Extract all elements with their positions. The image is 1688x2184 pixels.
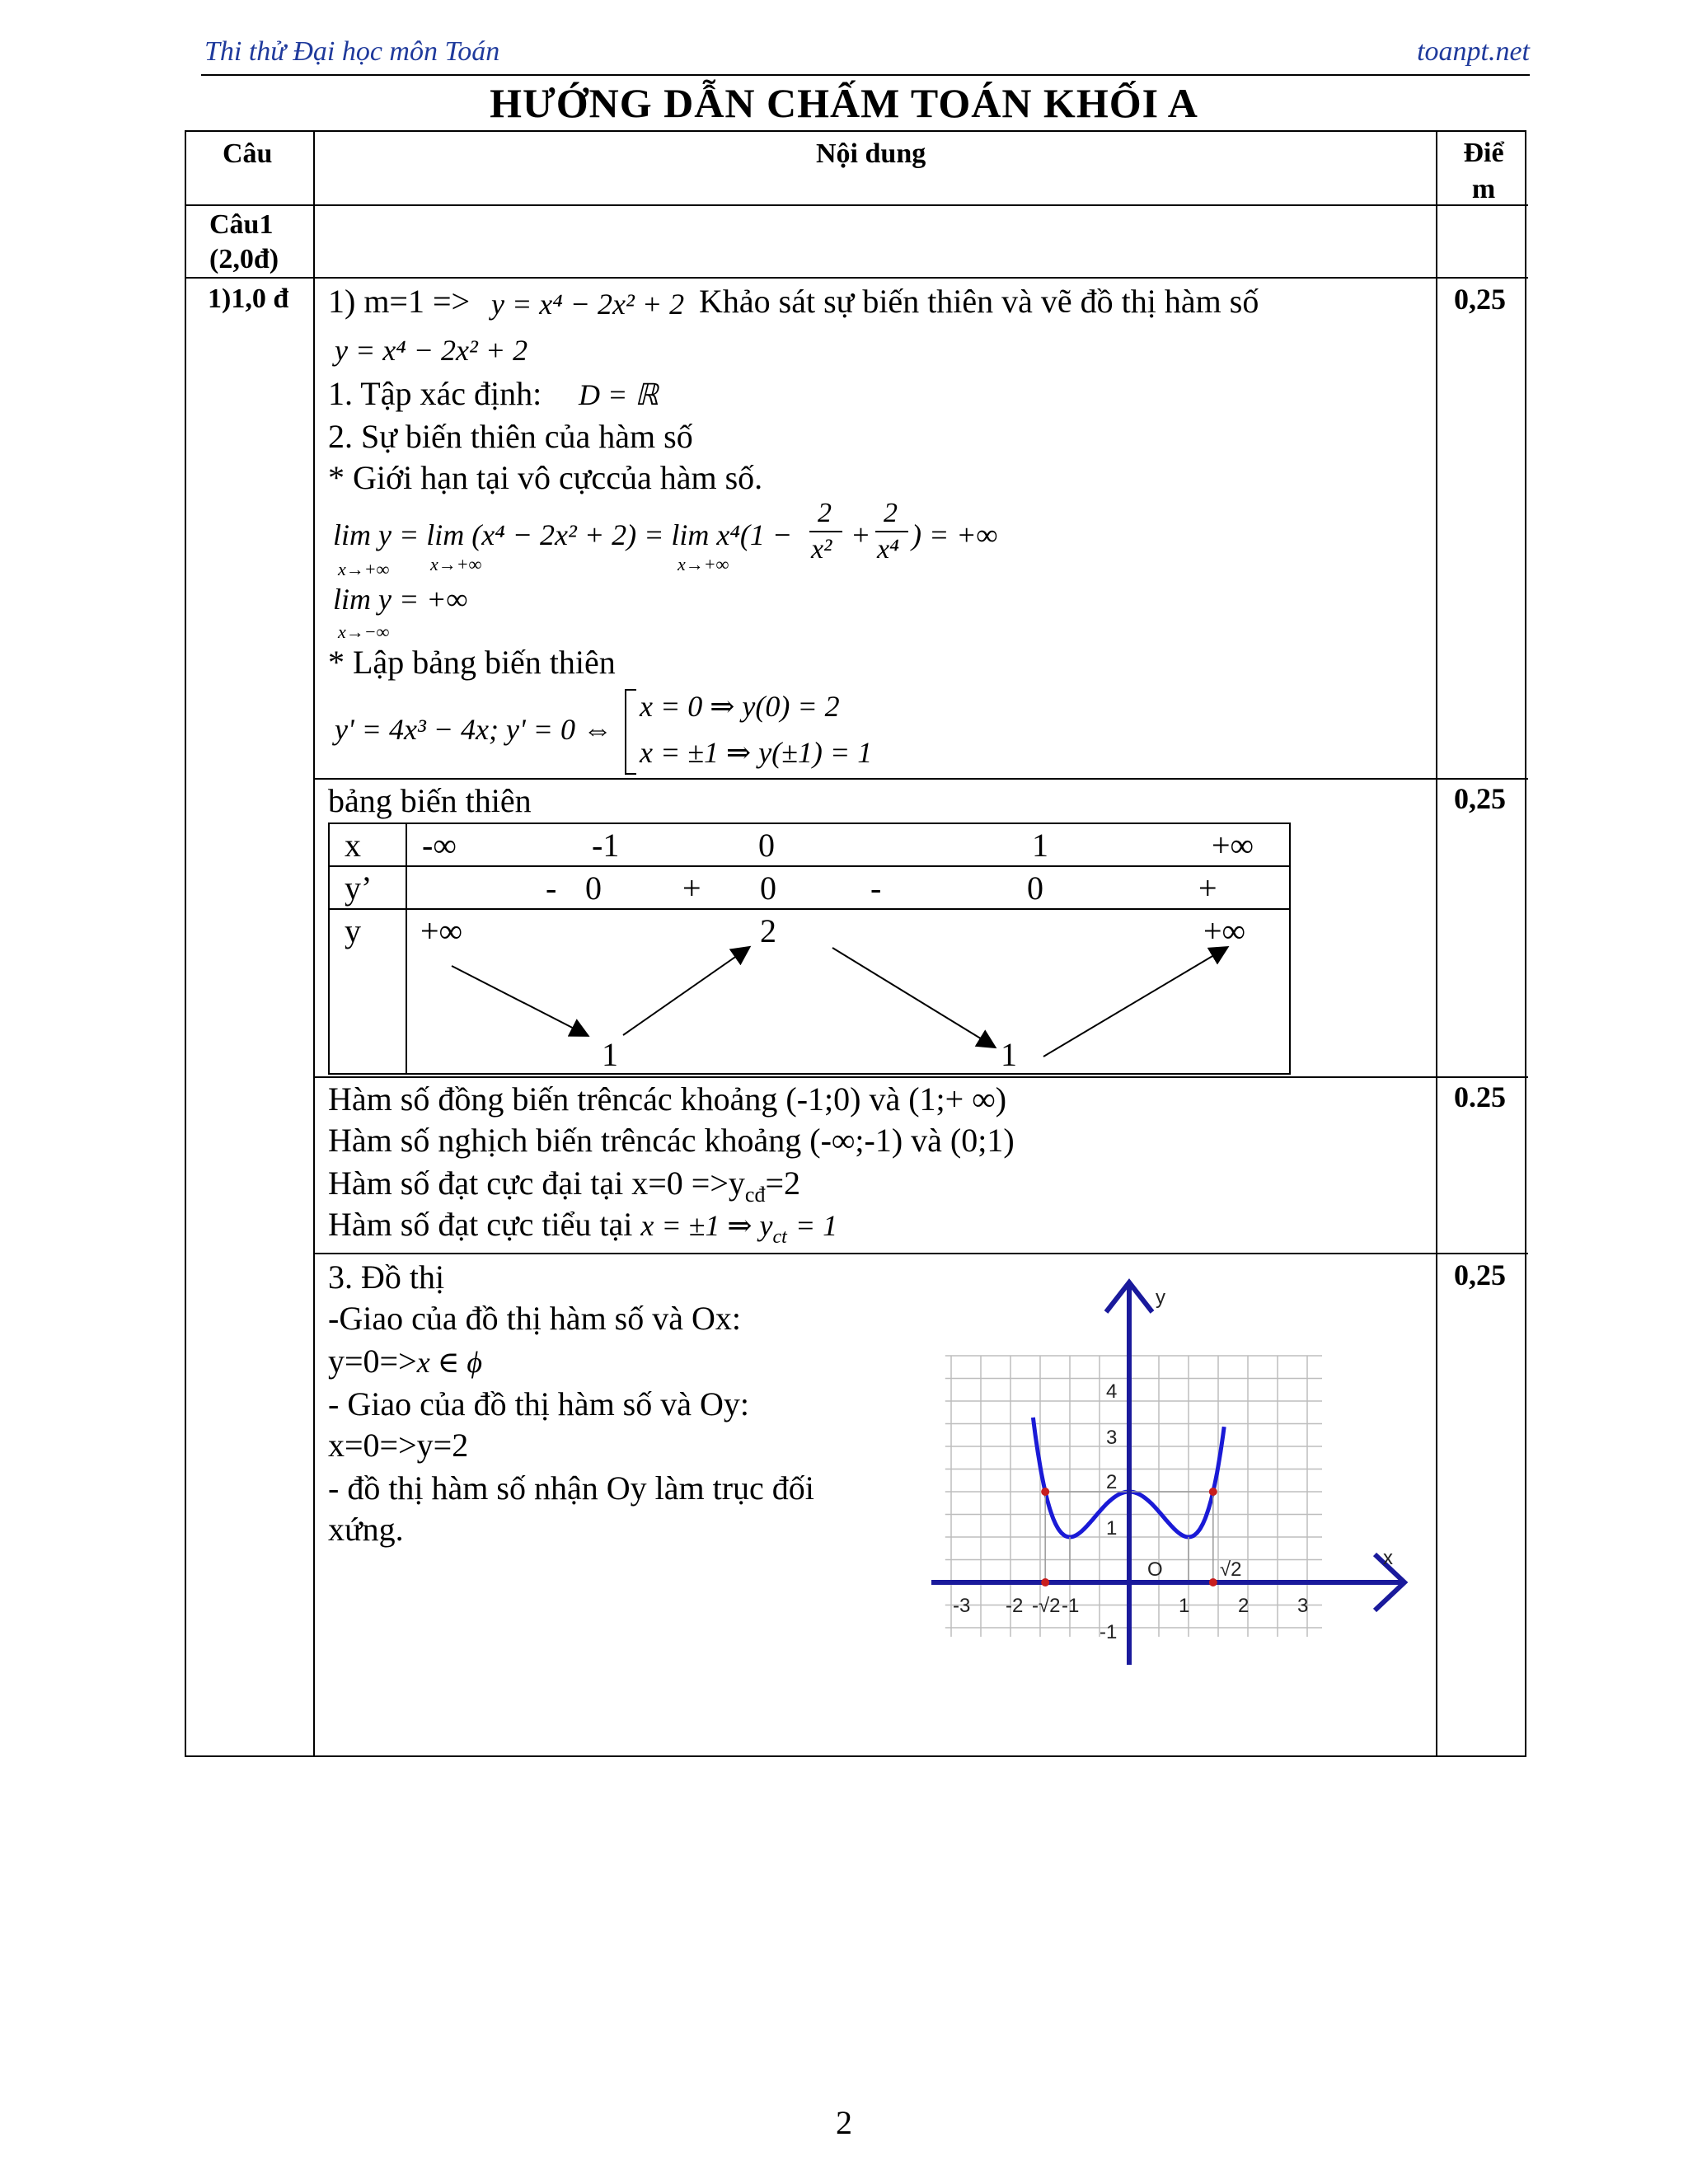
bbt-x-value: -1 bbox=[592, 827, 620, 864]
header-left: Thi thử Đại học môn Toán bbox=[204, 36, 500, 67]
sec3-line2: Hàm số nghịch biến trêncác khoảng (-∞;-1) và (0;1) bbox=[328, 1122, 1015, 1159]
marked-point bbox=[1209, 1578, 1217, 1586]
bbt-yp-value: 0 bbox=[1027, 869, 1043, 907]
frac1-num: 2 bbox=[818, 498, 832, 528]
x-tick-label: 3 bbox=[1297, 1595, 1309, 1617]
bbt-x-value: -∞ bbox=[422, 827, 457, 864]
x-tick-label: 1 bbox=[1179, 1595, 1190, 1617]
bbt-y-top: 2 bbox=[760, 912, 776, 949]
bbt-arrows bbox=[330, 824, 1289, 1073]
header-cau: Câu bbox=[223, 138, 273, 169]
cau1-label: Câu1 bbox=[209, 209, 274, 240]
arrow-up-2 bbox=[1043, 948, 1226, 1057]
cau1-points: (2,0đ) bbox=[209, 244, 279, 274]
arrow-up-1 bbox=[623, 948, 748, 1035]
x-tick-label: -√2 bbox=[1032, 1595, 1061, 1617]
bbt-x-label: x bbox=[345, 827, 361, 864]
sec4-line2 bbox=[328, 1342, 482, 1380]
sec3-line3-sub: cđ bbox=[744, 1183, 766, 1207]
bbt-y-bottom: 1 bbox=[1001, 1036, 1017, 1073]
sec1-eq2: y = x⁴ − 2x² + 2 bbox=[335, 334, 528, 367]
sec1-step1: 1. Tập xác định: bbox=[328, 375, 542, 412]
bbt-y-top: +∞ bbox=[1203, 912, 1246, 949]
row-divider-cau1 bbox=[186, 277, 1528, 279]
x-axis-label: x bbox=[1383, 1547, 1393, 1569]
sec4-line5: - đồ thị hàm số nhận Oy làm trục đối bbox=[328, 1469, 814, 1507]
x-tick-label: -3 bbox=[953, 1595, 971, 1617]
lim2-sub: x→−∞ bbox=[338, 621, 390, 642]
lim-sub-3: x→+∞ bbox=[678, 554, 729, 574]
y-tick-label: 4 bbox=[1106, 1380, 1118, 1403]
sec1-step1-eq: D = ℝ bbox=[579, 378, 659, 411]
col-divider-2 bbox=[1436, 132, 1437, 1755]
marked-point bbox=[1041, 1488, 1049, 1496]
bbt-yp-value: - bbox=[870, 869, 882, 907]
sec3-line4-end: = 1 bbox=[795, 1209, 838, 1242]
sec3-line4 bbox=[328, 1205, 837, 1249]
sec3-line3-b: =2 bbox=[765, 1165, 801, 1202]
arrow-down-1 bbox=[452, 966, 587, 1035]
header-rule bbox=[201, 74, 1530, 76]
page-number: 2 bbox=[836, 2104, 852, 2141]
function-graph bbox=[923, 1269, 1418, 1681]
sec1-case1: x = 0 ⇒ y(0) = 2 bbox=[640, 690, 840, 723]
y-tick-label: -1 bbox=[1100, 1621, 1118, 1643]
y-tick-label: 3 bbox=[1106, 1427, 1118, 1449]
bbt-x-value: 0 bbox=[758, 827, 775, 864]
row-divider-sec1 bbox=[313, 778, 1528, 780]
lim-sub-2: x→+∞ bbox=[430, 554, 482, 574]
bbt-yp-label: y’ bbox=[345, 869, 373, 907]
sec1-step2: 2. Sự biến thiên của hàm số bbox=[328, 418, 693, 455]
header-diem: Điể m bbox=[1463, 138, 1504, 204]
sec1-limit1: lim y = lim (x⁴ − 2x² + 2) = lim x⁴(1 − bbox=[333, 518, 793, 551]
bbt-yp-value: + bbox=[1198, 869, 1217, 907]
bbt-y-bottom: 1 bbox=[602, 1036, 618, 1073]
y-tick-label: 1 bbox=[1106, 1517, 1118, 1540]
sec1-score: 0,25 bbox=[1454, 283, 1506, 316]
sec2-title: bảng biến thiên bbox=[328, 782, 532, 819]
sec4-line6: xứng. bbox=[328, 1511, 404, 1548]
sec4-line3: - Giao của đồ thị hàm số và Oy: bbox=[328, 1385, 749, 1422]
sec3-score: 0.25 bbox=[1454, 1080, 1506, 1113]
sec1-intro-tail: Khảo sát sự biến thiên và vẽ đồ thị hàm số bbox=[699, 283, 1259, 320]
x-tick-label: -2 bbox=[1006, 1595, 1024, 1617]
bbt-x-value: +∞ bbox=[1212, 827, 1254, 864]
sec3-line1: Hàm số đồng biến trêncác khoảng (-1;0) và (1;+ ∞) bbox=[328, 1080, 1007, 1118]
marked-point bbox=[1041, 1578, 1049, 1586]
sec1-derivative: y' = 4x³ − 4x; y' = 0 ⇔ bbox=[335, 713, 612, 746]
frac-plus: + bbox=[851, 518, 871, 551]
arrow-down-2 bbox=[832, 948, 994, 1047]
sec1-bbt-title: * Lập bảng biến thiên bbox=[328, 644, 616, 681]
sec4-line2-text: y=0=> bbox=[328, 1343, 417, 1380]
sec4-title: 3. Đồ thị bbox=[328, 1258, 445, 1296]
sec4-line1: -Giao của đồ thị hàm số và Ox: bbox=[328, 1300, 741, 1337]
frac2-bar bbox=[875, 531, 908, 532]
row-divider-sec2 bbox=[313, 1076, 1528, 1078]
sec3-line3 bbox=[328, 1164, 800, 1207]
sec1-case2: x = ±1 ⇒ y(±1) = 1 bbox=[640, 736, 873, 769]
bbt-y-label: y bbox=[345, 912, 361, 949]
document-title: HƯỚNG DẪN CHẤM TOÁN KHỐI A bbox=[490, 80, 1198, 126]
marked-point bbox=[1209, 1488, 1217, 1496]
header-right: toanpt.net bbox=[1417, 36, 1530, 67]
lim-sub-1: x→+∞ bbox=[338, 559, 390, 579]
sec1-limit1-end: ) = +∞ bbox=[912, 518, 998, 551]
y-tick-label: 2 bbox=[1106, 1471, 1118, 1493]
bbt-yp-value: 0 bbox=[760, 869, 776, 907]
row-divider-header bbox=[186, 204, 1528, 206]
bbt-yp-value: 0 bbox=[585, 869, 602, 907]
sec3-line4-eq: x = ±1 ⇒ y bbox=[640, 1209, 773, 1242]
part1-label: 1)1,0 đ bbox=[208, 284, 289, 314]
frac1-den: x² bbox=[811, 534, 832, 565]
sec1-intro: 1) m=1 => bbox=[328, 283, 471, 320]
sec3-line4-a: Hàm số đạt cực tiểu tại bbox=[328, 1206, 633, 1243]
col-divider-1 bbox=[313, 132, 315, 1755]
case-bracket bbox=[625, 689, 636, 775]
bbt-yp-value: + bbox=[682, 869, 701, 907]
sec1-intro-eq: y = x⁴ − 2x² + 2 bbox=[491, 288, 685, 321]
origin-label: O bbox=[1147, 1558, 1163, 1581]
sec3-line3-a: Hàm số đạt cực đại tại x=0 =>y bbox=[328, 1165, 745, 1202]
y-axis-label: y bbox=[1156, 1286, 1165, 1309]
frac1-bar bbox=[809, 531, 842, 532]
sec1-limit2: lim y = +∞ bbox=[333, 583, 468, 616]
bbt-yp-value: - bbox=[546, 869, 557, 907]
row-divider-sec3 bbox=[313, 1253, 1528, 1254]
variation-table bbox=[328, 823, 1291, 1075]
bbt-y-top: +∞ bbox=[420, 912, 463, 949]
x-tick-label: -1 bbox=[1062, 1595, 1080, 1617]
sqrt2-label: √2 bbox=[1220, 1558, 1242, 1581]
sec3-line4-sub: ct bbox=[772, 1226, 787, 1248]
sec4-line4: x=0=>y=2 bbox=[328, 1427, 469, 1464]
sec1-limits-title: * Giới hạn tại vô cựccủa hàm số. bbox=[328, 459, 763, 496]
sec4-line2-eq: x ∈ ϕ bbox=[416, 1346, 482, 1379]
frac2-den: x⁴ bbox=[877, 534, 899, 565]
header-noi-dung: Nội dung bbox=[816, 138, 926, 169]
sec2-score: 0,25 bbox=[1454, 782, 1506, 815]
sec4-score: 0,25 bbox=[1454, 1258, 1506, 1291]
x-tick-label: 2 bbox=[1238, 1595, 1250, 1617]
frac2-num: 2 bbox=[884, 498, 898, 528]
bbt-x-value: 1 bbox=[1032, 827, 1048, 864]
